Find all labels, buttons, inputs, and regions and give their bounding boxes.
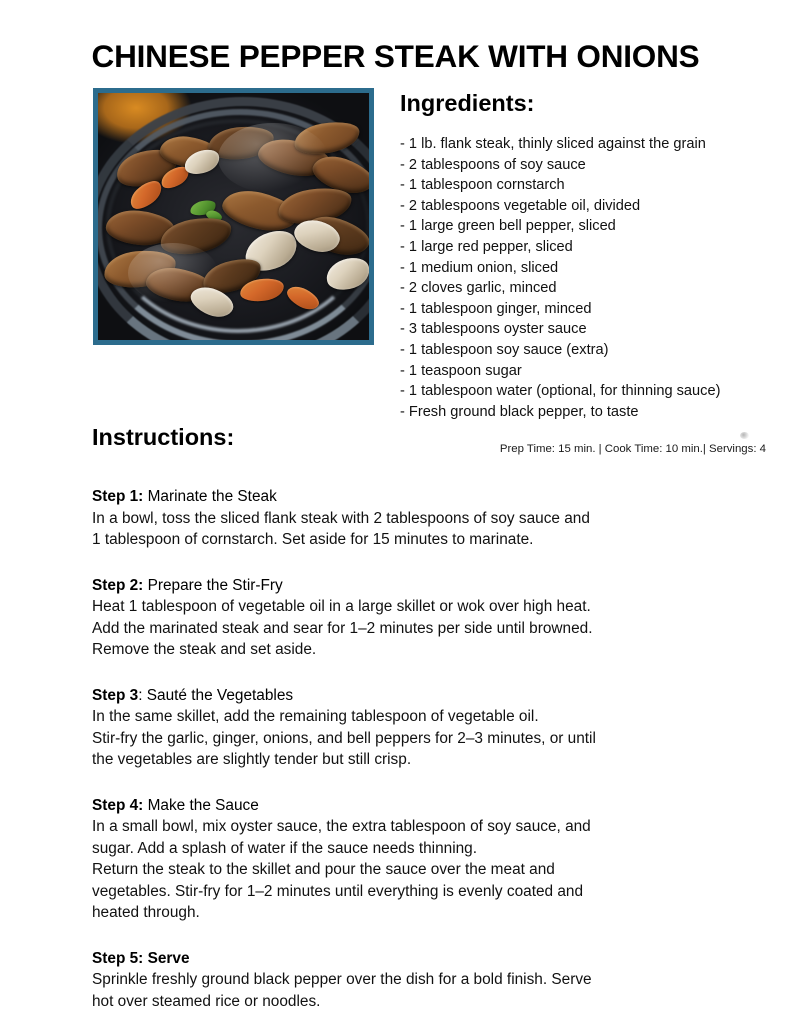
beef-strip [207, 124, 276, 163]
instruction-step [92, 575, 712, 661]
onion-wedge [181, 146, 222, 179]
step-line: heated through. [92, 904, 200, 921]
beef-strip [158, 213, 235, 259]
instruction-step [92, 486, 712, 551]
carrot-slice [158, 163, 192, 193]
carrot-slice [284, 282, 322, 314]
step-line: hot over steamed rice or noodles. [92, 992, 321, 1010]
beef-strip [199, 253, 265, 298]
onion-wedge [322, 253, 369, 295]
ingredients-heading: Ingredients: [400, 90, 535, 116]
ingredient-item: - 1 teaspoon sugar [400, 362, 522, 379]
instruction-step [92, 685, 712, 771]
instructions-heading: Instructions: [92, 424, 235, 450]
ingredient-item: - 1 tablespoon water (optional, for thinning sauce) [400, 383, 721, 400]
skillet-rim-middle [98, 109, 369, 340]
beef-strip [276, 184, 354, 228]
beef-strip [308, 149, 369, 200]
instruction-step [92, 948, 712, 1013]
beef-strip [102, 247, 177, 290]
ingredient-item: - Fresh ground black pepper, to taste [400, 403, 639, 420]
beef-strip [113, 144, 181, 192]
step-label: Step 1: [92, 488, 144, 505]
ingredient-item: - 1 large red pepper, sliced [400, 238, 573, 255]
recipe-photo-image [98, 93, 369, 340]
step-line: In a bowl, toss the sliced flank steak with 2 tablespoons of soy sauce and [92, 509, 590, 527]
beef-strip [255, 134, 332, 182]
ingredient-item: - 1 medium onion, sliced [400, 259, 559, 276]
step-line: In a small bowl, mix oyster sauce, the extra tablespoon of soy sauce, and [92, 818, 591, 835]
beef-strip [144, 264, 215, 307]
photo-highlight [218, 123, 328, 193]
step-title: : Sauté the Vegetables [138, 686, 294, 704]
ingredient-item: - 2 tablespoons vegetable oil, divided [400, 197, 641, 214]
step-line: Sprinkle freshly ground black pepper over the dish for a bold finish. Serve [92, 971, 592, 988]
skillet-rim-outer [98, 97, 369, 340]
instructions-steps [92, 486, 712, 1012]
ingredient-item: - 2 tablespoons of soy sauce [400, 156, 586, 173]
step-line: In the same skillet, add the remaining tablespoon of vegetable oil. [92, 708, 539, 725]
onion-wedge [291, 215, 343, 257]
instruction-step [92, 795, 712, 924]
beef-strip [104, 208, 175, 249]
step-heading [92, 575, 712, 597]
step-line: Stir-fry the garlic, ginger, onions, and bell peppers for 2–3 minutes, or until [92, 729, 596, 747]
herb-garnish [189, 198, 217, 217]
onion-wedge [187, 282, 238, 323]
step-label: Step 2: [92, 576, 144, 594]
step-line: vegetables. Stir-fry for 1–2 minutes until everything is evenly coated and [92, 882, 584, 900]
skillet-rim-inner [106, 119, 369, 333]
ingredient-item: - 2 cloves garlic, minced [400, 280, 557, 297]
step-heading [92, 486, 712, 508]
step-heading [92, 795, 712, 817]
step-title: Make the Sauce [143, 796, 259, 814]
ingredients-list [400, 134, 770, 422]
ingredient-item: - 1 lb. flank steak, thinly sliced against the grain [400, 136, 706, 152]
herb-garnish [205, 208, 224, 224]
step-line: Return the steak to the skillet and pour the sauce over the meat and [92, 861, 555, 878]
ingredient-item: - 1 tablespoon soy sauce (extra) [400, 341, 609, 358]
step-title: Marinate the Steak [143, 488, 277, 505]
ingredient-item: - 1 tablespoon cornstarch [400, 177, 565, 194]
photo-highlight [128, 243, 218, 303]
carrot-slice [239, 276, 286, 304]
recipe-meta: Prep Time: 15 min. | Cook Time: 10 min.| Servings: 4 [499, 443, 766, 455]
step-label: Step 3 [92, 686, 139, 704]
step-line: Remove the steak and set aside. [92, 641, 317, 658]
ingredient-item: - 1 large green bell pepper, sliced [400, 218, 616, 235]
step-line: sugar. Add a splash of water if the sauce needs thinning. [92, 839, 478, 857]
onion-wedge [239, 224, 303, 279]
step-line: Add the marinated steak and sear for 1–2 minutes per side until browned. [92, 619, 593, 637]
beef-strip [219, 184, 301, 237]
beef-strip [292, 118, 362, 158]
step-line: Heat 1 tablespoon of vegetable oil in a large skillet or wok over high heat. [92, 598, 591, 615]
step-title: Prepare the Stir-Fry [143, 576, 283, 594]
beef-strip [158, 133, 220, 171]
step-label: Step 4: [92, 796, 144, 814]
step-line: 1 tablespoon of cornstarch. Set aside for 15 minutes to marinate. [92, 531, 534, 548]
step-line: the vegetables are slightly tender but still crisp. [92, 751, 412, 768]
page-title: CHINESE PEPPER STEAK WITH ONIONS [91, 38, 700, 74]
ingredient-item: - 3 tablespoons oyster sauce [400, 321, 587, 338]
scan-artifact-speck [740, 432, 749, 439]
step-heading [92, 685, 712, 707]
recipe-photo [93, 88, 374, 345]
step-heading: Step 5: Serve [92, 949, 190, 967]
ingredient-item: - 1 tablespoon ginger, minced [400, 300, 592, 317]
carrot-slice [126, 176, 167, 214]
beef-strip [300, 210, 369, 263]
